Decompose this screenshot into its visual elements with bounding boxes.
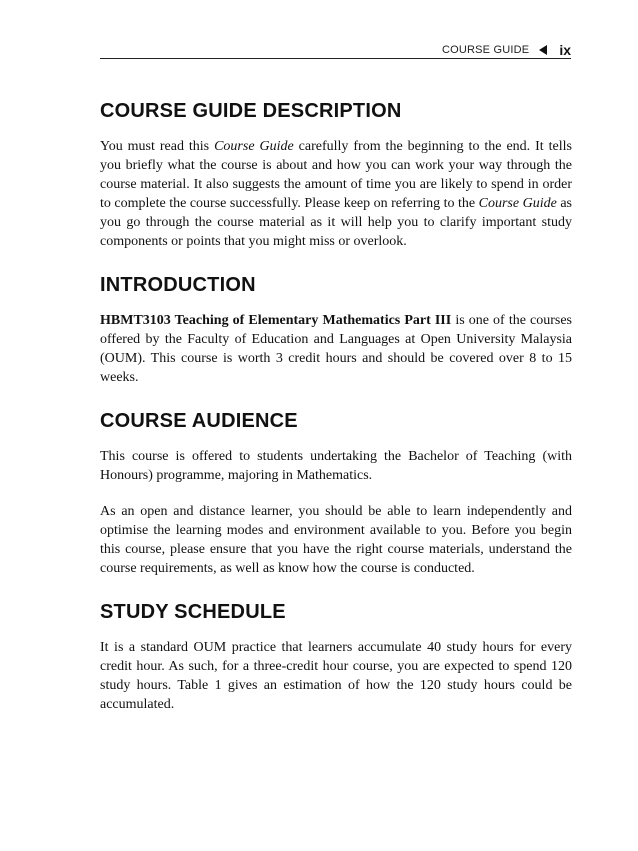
paragraph <box>100 311 572 387</box>
section-introduction <box>100 274 572 387</box>
text-run: as you go through the course material as it will help you to clarify important study components or points that you might miss or overlook. <box>100 196 573 249</box>
course-title: HBMT3103 Teaching of Elementary Mathematics Part III <box>100 313 452 328</box>
section-course-audience <box>100 410 572 578</box>
header-inner <box>442 42 571 58</box>
text-run: is one of the courses offered by the Faculty of Education and Languages at Open University Malaysia (OUM). This course is worth 3 credit hours and should be covered over 8 to 15 weeks. <box>100 313 572 385</box>
page-content <box>100 100 572 737</box>
page-number: ix <box>559 42 571 58</box>
paragraph: This course is offered to students undertaking the Bachelor of Teaching (with Honours) programme, majoring in Mathematics. <box>100 449 572 483</box>
paragraph <box>100 137 572 251</box>
italic-text: Course Guide <box>214 139 294 154</box>
text-run: You must read this <box>100 139 215 154</box>
section-study-schedule <box>100 601 572 714</box>
section-course-guide-description <box>100 100 572 251</box>
section-heading: STUDY SCHEDULE <box>100 601 286 623</box>
page-header <box>100 38 571 59</box>
section-heading: COURSE GUIDE DESCRIPTION <box>100 100 402 122</box>
left-arrow-icon <box>539 45 547 55</box>
paragraph: It is a standard OUM practice that learners accumulate 40 study hours for every credit hour. As such, for a three-credit hour course, you are expected to spend 120 study hours. Table 1 gives an estimation of how the 120 study hours could be accumulated. <box>100 640 572 712</box>
text-run: carefully from the beginning to the end. It tells you briefly what the course is about and how you can work your way through the course material. It also suggests the amount of time you are likely to spend in order to complete the course successfully. Please keep on referring to the <box>100 139 572 211</box>
italic-text: Course Guide <box>478 196 557 211</box>
section-heading: INTRODUCTION <box>100 274 256 296</box>
section-heading: COURSE AUDIENCE <box>100 410 298 432</box>
running-head: COURSE GUIDE <box>441 44 530 56</box>
paragraph: As an open and distance learner, you should be able to learn independently and optimise the learning modes and environment available to you. Before you begin this course, please ensure that you have the right course materials, understand the course requirements, as well as know how the course is conducted. <box>100 504 572 576</box>
